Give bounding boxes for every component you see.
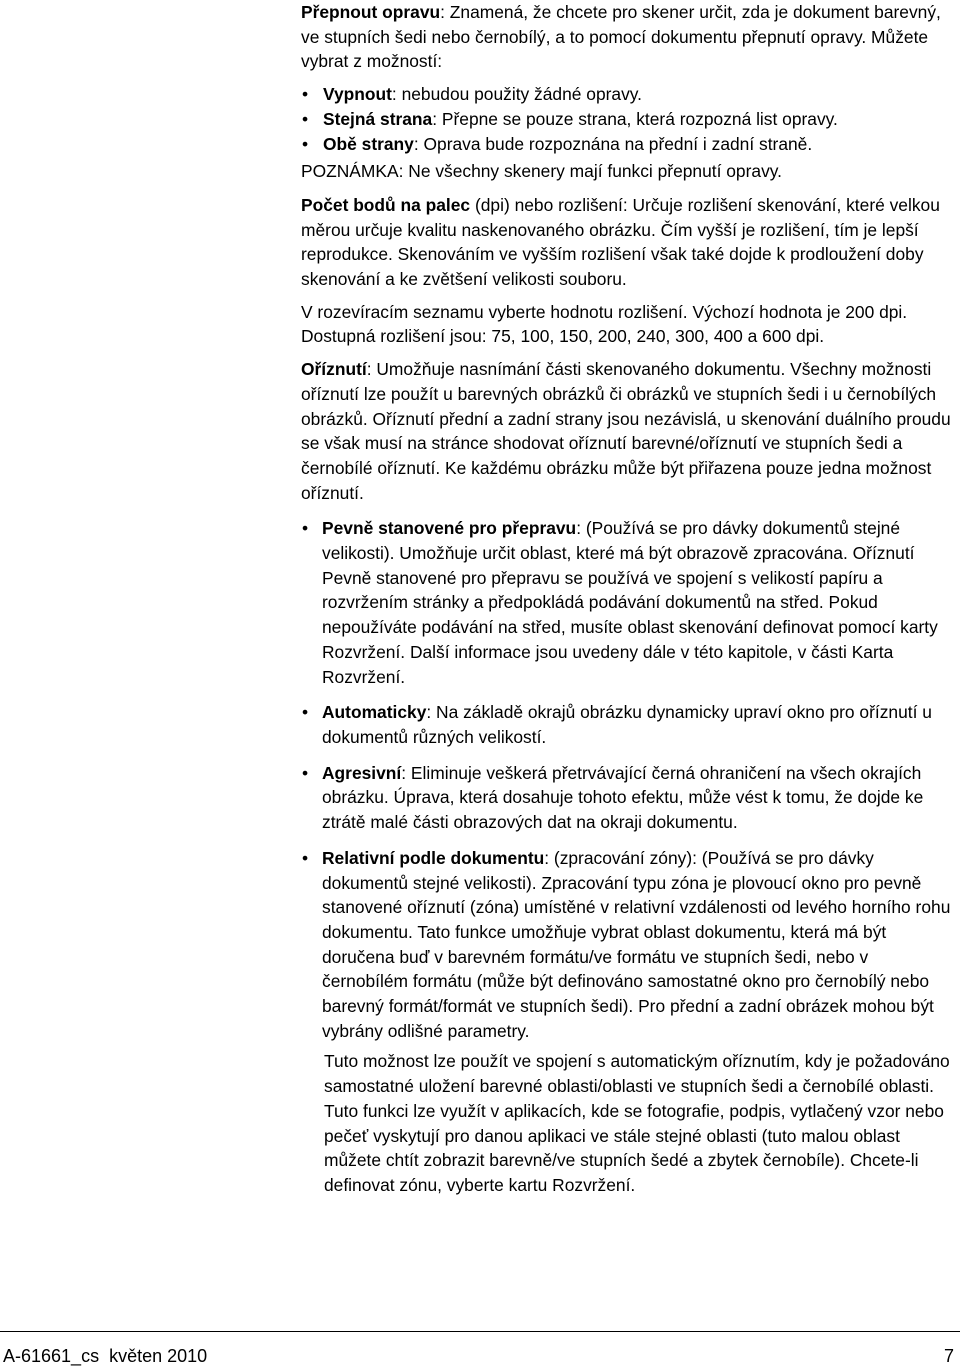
- option-text: : Eliminuje veškerá přetrvávající černá ohraničení na všech okrajích obrázku. Úprava, která dosahuje tohoto efektu, může vést k tomu, že dojde ke ztrátě malé části obrazových dat na okraji dokumentu.: [322, 762, 924, 833]
- list-item: [301, 516, 957, 689]
- list-item: [301, 761, 957, 835]
- option-term: Stejná strana: [323, 108, 433, 129]
- list-item: [301, 107, 957, 132]
- list-item: [301, 700, 957, 749]
- document-body: [301, 0, 957, 1198]
- option-term: Automaticky: [322, 702, 427, 723]
- cropping-term: Oříznutí: [301, 359, 367, 380]
- footer-doc-id: A-61661_cs květen 2010: [3, 1346, 208, 1366]
- dpi-paragraph: [301, 193, 957, 292]
- footer-divider: [0, 1331, 960, 1332]
- switch-fix-options: [301, 82, 957, 156]
- page-number: 7: [943, 1346, 954, 1366]
- option-text: : (zpracování zóny): (Používá se pro dávky dokumentů stejné velikosti). Zpracování typu zóna je plovoucí okno pro pevně stanovené oříznutí (zóna) umístěné v relativní vzdálenosti od levého horního rohu dokumentu. Tato funkce umožňuje vybrat oblast dokumentu, která má být doručena buď v barevném formátu/ve formátu ve stupních šedi, nebo v černobílém formátu (může být definováno samostatné okno pro černobílý nebo barevný formát/formát ve stupních šedi). Pro přední a zadní obrázek mohou být vybrány odlišné parametry.: [322, 847, 951, 1041]
- option-term: Obě strany: [323, 133, 414, 154]
- cropping-text: : Umožňuje nasnímání části skenovaného dokumentu. Všechny možnosti oříznutí lze použít u barevných obrázků či obrázků ve stupních šedi i u černobílých obrázků. Oříznutí přední a zadní strany jsou nezávislá, u skenování duálního proudu se však musí na stránce shodovat oříznutí barevné/oříznutí ve stupních šedi a černobílé oříznutí. Ke každému obrázku může být přiřazena pouze jedna možnost oříznutí.: [301, 359, 951, 503]
- option-term: Agresivní: [322, 762, 402, 783]
- cropping-paragraph: [301, 357, 957, 505]
- relative-extra-paragraph: Tuto možnost lze použít ve spojení s automatickým oříznutím, kdy je požadováno samostatné uložení barevné oblasti/oblasti ve stupních šedi a černobílé oblasti. Tuto funkci lze využít v aplikacích, kde se fotografie, podpis, vytlačený vzor nebo pečeť vyskytují pro danou aplikaci ve stále stejné oblasti (tuto malou oblast můžete chtít zobrazit barevně/ve stupních šedé a zbytek černobíle). Chcete-li definovat zónu, vyberte kartu Rozvržení.: [324, 1051, 950, 1195]
- list-item: [301, 82, 957, 107]
- list-item: [301, 132, 957, 157]
- option-term: Relativní podle dokumentu: [322, 847, 545, 868]
- option-text: : (Používá se pro dávky dokumentů stejné velikosti). Umožňuje určit oblast, které má být obrazově zpracována. Oříznutí Pevně stanovené pro přepravu se používá ve spojení s velikostí papíru a rozvržením stránky a předpokládá podávání dokumentů na střed. Pokud nepoužíváte podávání na střed, musíte oblast skenování definovat pomocí karty Rozvržení. Další informace jsou uvedeny dále v této kapitole, v části Karta Rozvržení.: [322, 518, 938, 687]
- dpi-term: Počet bodů na palec: [301, 194, 471, 215]
- dpi-text: (dpi) nebo rozlišení: Určuje rozlišení skenování, které velkou měrou určuje kvalitu naskenovaného obrázku. Čím vyšší je rozlišení, tím je lepší reprodukce. Skenováním ve vyšším rozlišení však také dojde k prodloužení doby skenování a ke zvětšení velikosti souboru.: [301, 194, 940, 290]
- option-text: : Oprava bude rozpoznána na přední i zadní straně.: [413, 133, 813, 154]
- switch-fix-term: Přepnout opravu: [301, 2, 441, 22]
- switch-fix-note: POZNÁMKA: Ne všechny skenery mají funkci přepnutí opravy.: [301, 161, 783, 182]
- option-text: : nebudou použity žádné opravy.: [391, 84, 643, 105]
- option-term: Vypnout: [323, 84, 392, 105]
- option-text: : Přepne se pouze strana, která rozpozná list opravy.: [432, 108, 838, 129]
- switch-fix-paragraph: [301, 0, 957, 74]
- option-term: Pevně stanovené pro přepravu: [322, 518, 577, 539]
- switch-fix-text: : Znamená, že chcete pro skener určit, zda je dokument barevný, ve stupních šedi nebo černobílý, a to pomocí dokumentu přepnutí opravy. Můžete vybrat z možností:: [301, 2, 941, 72]
- cropping-options: [301, 516, 957, 1043]
- dpi-values-paragraph: V rozevíracím seznamu vyberte hodnotu rozlišení. Výchozí hodnota je 200 dpi. Dostupná rozlišení jsou: 75, 100, 150, 200, 240, 300, 400 a 600 dpi.: [301, 301, 908, 347]
- list-item: [301, 846, 957, 1044]
- option-text: : Na základě okrajů obrázku dynamicky upraví okno pro oříznutí u dokumentů různých velikostí.: [322, 702, 932, 747]
